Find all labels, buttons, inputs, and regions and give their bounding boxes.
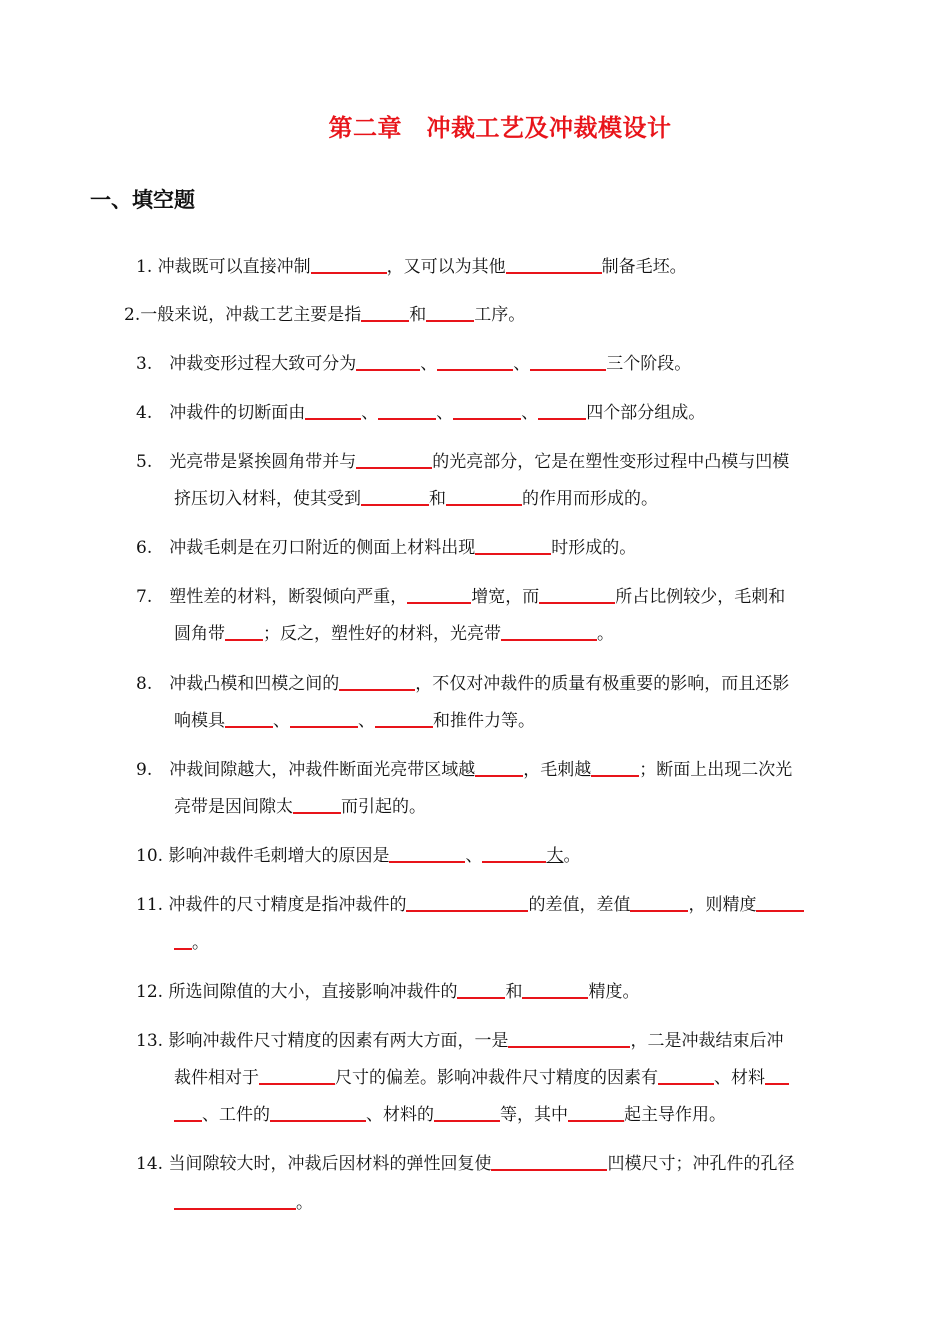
answer-blank[interactable] xyxy=(361,488,429,506)
answer-blank[interactable] xyxy=(174,1192,296,1210)
question-14-line-1 xyxy=(136,1153,794,1175)
answer-blank[interactable] xyxy=(339,673,415,691)
answer-blank[interactable] xyxy=(457,981,505,999)
question-13-line-3 xyxy=(174,1104,726,1126)
answer-blank[interactable] xyxy=(259,1067,335,1085)
question-text: 响模具 xyxy=(174,711,225,731)
answer-blank[interactable] xyxy=(434,1104,500,1122)
answer-blank[interactable] xyxy=(475,537,551,555)
question-text: ；断面上出现二次光 xyxy=(639,760,793,780)
answer-blank[interactable] xyxy=(591,759,639,777)
answer-blank[interactable] xyxy=(389,845,465,863)
question-text: 大 xyxy=(546,846,564,866)
question-2-line-1 xyxy=(124,304,525,326)
question-text: 、 xyxy=(465,846,483,866)
question-text: 14. 当间隙较大时，冲裁后因材料的弹性回复使 xyxy=(136,1154,492,1174)
question-text: 三个阶段。 xyxy=(606,354,692,374)
question-text: 挤压切入材料，使其受到 xyxy=(174,489,361,509)
question-text: 四个部分组成。 xyxy=(586,403,706,423)
question-text: 的差值，差值 xyxy=(528,895,631,915)
answer-blank[interactable] xyxy=(568,1104,624,1122)
question-text: 所占比例较少，毛刺和 xyxy=(615,587,786,607)
question-text: 和推件力等。 xyxy=(433,711,535,731)
question-14-line-2 xyxy=(174,1192,313,1214)
question-text: 、 xyxy=(361,403,379,423)
question-9-line-1 xyxy=(136,759,792,781)
question-13-line-1 xyxy=(136,1030,783,1052)
question-6-line-1 xyxy=(136,537,636,559)
answer-blank[interactable] xyxy=(270,1104,366,1122)
question-text: 2.一般来说，冲裁工艺主要是指 xyxy=(124,305,362,325)
question-text: ，二是冲裁结束后冲 xyxy=(630,1031,784,1051)
question-text: ，不仅对冲裁件的质量有极重要的影响，而且还影 xyxy=(415,674,790,694)
answer-blank[interactable] xyxy=(530,353,606,371)
question-text: 起主导作用。 xyxy=(624,1105,726,1125)
question-text: 和 xyxy=(429,489,446,509)
question-11-line-1 xyxy=(136,894,804,916)
question-5-line-1 xyxy=(136,451,789,473)
question-text: 和 xyxy=(409,305,427,325)
question-text: 工序。 xyxy=(474,305,526,325)
question-13-line-2 xyxy=(174,1067,789,1089)
question-text: 、材料 xyxy=(714,1068,765,1088)
answer-blank[interactable] xyxy=(305,402,361,420)
answer-blank[interactable] xyxy=(446,488,522,506)
question-3-line-1 xyxy=(136,353,691,375)
question-text: 11. 冲裁件的尺寸精度是指冲裁件的 xyxy=(136,895,407,915)
chapter-title: 第二章 冲裁工艺及冲裁模设计 xyxy=(328,114,672,142)
answer-blank[interactable] xyxy=(501,623,597,641)
answer-blank[interactable] xyxy=(491,1153,607,1171)
question-text: 6. 冲裁毛刺是在刃口附近的侧面上材料出现 xyxy=(136,538,476,558)
question-text: ，又可以为其他 xyxy=(386,257,506,277)
question-8-line-1 xyxy=(136,673,789,695)
answer-blank[interactable] xyxy=(378,402,436,420)
answer-blank[interactable] xyxy=(522,981,588,999)
answer-blank[interactable] xyxy=(482,845,546,863)
question-text: 精度。 xyxy=(588,982,640,1002)
question-text: 、 xyxy=(358,711,375,731)
answer-blank[interactable] xyxy=(356,451,432,469)
answer-blank[interactable] xyxy=(361,304,409,322)
question-text: 制备毛坯。 xyxy=(601,257,687,277)
question-text: 13. 影响冲裁件尺寸精度的因素有两大方面，一是 xyxy=(136,1031,509,1051)
answer-blank[interactable] xyxy=(508,1030,630,1048)
question-7-line-2 xyxy=(174,623,614,645)
answer-blank[interactable] xyxy=(290,710,358,728)
question-text: 10. 影响冲裁件毛刺增大的原因是 xyxy=(136,846,390,866)
answer-blank[interactable] xyxy=(225,623,263,641)
question-text: 。 xyxy=(563,846,581,866)
answer-blank[interactable] xyxy=(311,256,387,274)
answer-blank[interactable] xyxy=(375,710,433,728)
question-text: ，则精度 xyxy=(688,895,757,915)
question-text: 而引起的。 xyxy=(341,797,426,817)
question-7-line-1 xyxy=(136,586,785,608)
answer-blank[interactable] xyxy=(407,586,471,604)
question-8-line-2 xyxy=(174,710,535,732)
answer-blank[interactable] xyxy=(658,1067,714,1085)
answer-blank[interactable] xyxy=(475,759,523,777)
question-text: 、材料的 xyxy=(366,1105,434,1125)
answer-blank[interactable] xyxy=(437,353,513,371)
question-11-line-2 xyxy=(174,932,209,954)
question-text: 和 xyxy=(505,982,523,1002)
question-text: 4. 冲裁件的切断面由 xyxy=(136,403,306,423)
question-text: 3. 冲裁变形过程大致可分为 xyxy=(136,354,357,374)
question-1-line-1 xyxy=(136,256,687,278)
question-text: 9. 冲裁间隙越大，冲裁件断面光亮带区域越 xyxy=(136,760,476,780)
question-5-line-2 xyxy=(174,488,658,510)
answer-blank[interactable] xyxy=(174,1104,202,1122)
question-text: 1. 冲裁既可以直接冲制 xyxy=(136,257,311,277)
answer-blank[interactable] xyxy=(426,304,474,322)
question-text: 时形成的。 xyxy=(551,538,637,558)
question-10-line-1 xyxy=(136,845,580,867)
question-text: 增宽，而 xyxy=(471,587,540,607)
answer-blank[interactable] xyxy=(293,796,341,814)
question-text: ；反之，塑性好的材料，光亮带 xyxy=(263,624,501,644)
question-text: 亮带是因间隙太 xyxy=(174,797,293,817)
question-4-line-1 xyxy=(136,402,705,424)
question-text: 7. 塑性差的材料，断裂倾向严重， xyxy=(136,587,408,607)
question-text: 、 xyxy=(436,403,454,423)
question-12-line-1 xyxy=(136,981,639,1003)
answer-blank[interactable] xyxy=(453,402,521,420)
question-text: 、 xyxy=(521,403,539,423)
question-text: 裁件相对于 xyxy=(174,1068,259,1088)
question-text: ，毛刺越 xyxy=(523,760,592,780)
answer-blank[interactable] xyxy=(506,256,602,274)
question-text: 。 xyxy=(192,933,209,953)
answer-blank[interactable] xyxy=(765,1067,789,1085)
question-text: 、工件的 xyxy=(202,1105,270,1125)
question-text: 尺寸的偏差。影响冲裁件尺寸精度的因素有 xyxy=(335,1068,658,1088)
question-text: 、 xyxy=(273,711,290,731)
question-text: 等，其中 xyxy=(500,1105,568,1125)
answer-blank[interactable] xyxy=(538,402,586,420)
answer-blank[interactable] xyxy=(174,932,192,950)
question-text: 圆角带 xyxy=(174,624,225,644)
answer-blank[interactable] xyxy=(539,586,615,604)
question-text: 、 xyxy=(420,354,438,374)
question-text: 。 xyxy=(597,624,614,644)
question-text: 8. 冲裁凸模和凹模之间的 xyxy=(136,674,340,694)
answer-blank[interactable] xyxy=(756,894,804,912)
answer-blank[interactable] xyxy=(225,710,273,728)
answer-blank[interactable] xyxy=(356,353,420,371)
question-text: 、 xyxy=(513,354,531,374)
question-text: 。 xyxy=(296,1193,313,1213)
answer-blank[interactable] xyxy=(406,894,528,912)
question-9-line-2 xyxy=(174,796,426,818)
question-text: 凹模尺寸；冲孔件的孔径 xyxy=(607,1154,795,1174)
question-text: 的光亮部分，它是在塑性变形过程中凸模与凹模 xyxy=(432,452,790,472)
section-heading: 一、填空题 xyxy=(90,188,195,212)
question-text: 的作用而形成的。 xyxy=(522,489,658,509)
question-text: 12. 所选间隙值的大小，直接影响冲裁件的 xyxy=(136,982,458,1002)
answer-blank[interactable] xyxy=(630,894,688,912)
question-text: 5. 光亮带是紧挨圆角带并与 xyxy=(136,452,357,472)
